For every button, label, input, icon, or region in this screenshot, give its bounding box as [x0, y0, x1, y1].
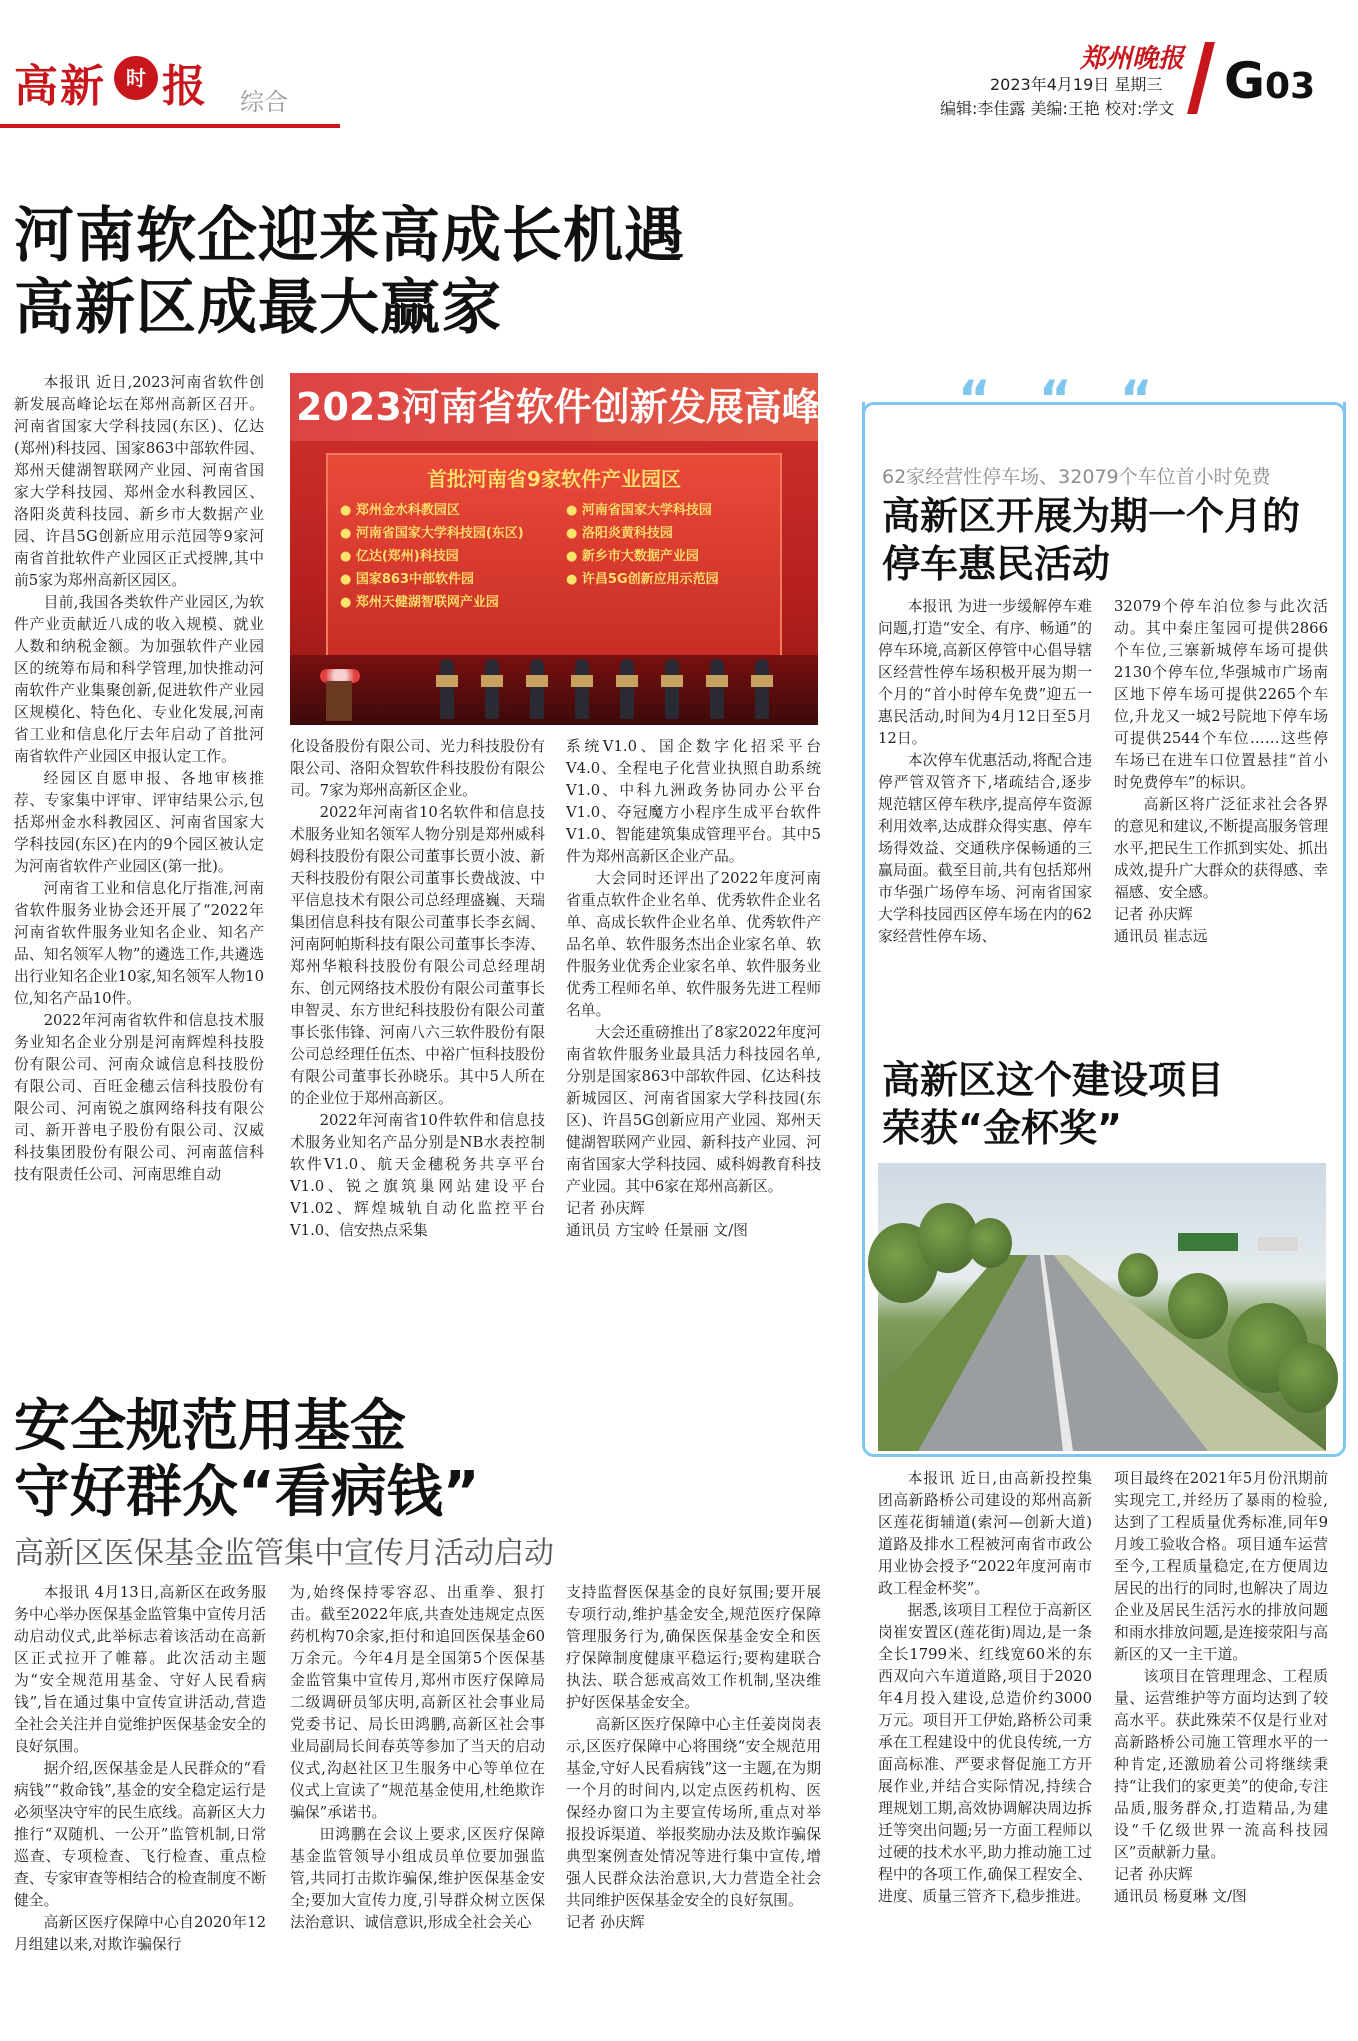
stage-floor — [290, 655, 818, 725]
brand-text-b: 报 — [162, 61, 206, 112]
masthead-rule — [0, 124, 340, 128]
paragraph: 2022年河南省10名软件和信息技术服务业知名领军人物分别是郑州威科姆科技股份有限公司董事长贾小波、新天科技股份有限公司董事长费战波、中平信息技术有限公司总经理盛巍、天瑞集团信息科技有限公司董事长李玄阔、河南阿帕斯科技有限公司董事长李涛、郑州华粮科技股份有限公司总经理胡东、创元网络技术股份有限公司董事长申智灵、东方世纪科技股份有限公司董事长张伟锋、河南八六三软件股份有限公司总经理任伍杰、中裕广恒科技股份有限公司董事长孙晓乐。其中5人所在的企业位于郑州高新区。 — [290, 804, 545, 1107]
park-item: ● 河南省国家大学科技园(东区) — [340, 526, 524, 541]
paragraph: 本报讯 近日,由高新投控集团高新路桥公司建设的郑州高新区莲花街辅道(索河—创新大道)道路及排水工程被河南省市政公用业协会授予“2022年度河南市政工程金杯奖”。 — [878, 1470, 1092, 1597]
correspondent-byline: 通讯员 杨夏琳 文/图 — [1114, 1888, 1247, 1905]
issue-date: 2023年4月19日 星期三 — [990, 75, 1163, 94]
award-recipient — [710, 659, 724, 719]
article1-headline-line2: 高新区成最大赢家 — [14, 273, 502, 343]
paragraph: 本报讯 为进一步缓解停车难问题,打造“安全、有序、畅通”的停车环境,高新区停管中心倡导辖区经营性停车场积极开展为期一个月的“首小时停车免费”迎五一惠民活动,时间为4月12日至5月12日。 — [878, 598, 1092, 747]
page-number — [1224, 52, 1315, 110]
award-recipient — [440, 659, 454, 719]
paragraph: 高新区将广泛征求社会各界的意见和建议,不断提高服务管理水平,把民生工作抓到实处、抓出成效,提升广大群众的获得感、幸福感、安全感。 — [1114, 796, 1328, 901]
paragraph: 化设备股份有限公司、光力科技股份有限公司、洛阳众智软件科技股份有限公司。7家为郑州高新区企业。 — [290, 738, 545, 799]
award-plaque — [571, 675, 593, 687]
tree — [1278, 1343, 1338, 1413]
park-list — [340, 499, 772, 610]
article2-headline-line1: 安全规范用基金 — [14, 1394, 406, 1459]
paragraph: 本次停车优惠活动,将配合违停严管双管齐下,堵疏结合,逐步规范辖区停车秩序,提高停车资源利用效率,达成群众得实惠、停车场得效益、交通秩序保畅通的三赢局面。截至目前,共有包括郑州市华强广场停车场、河南省国家大学科技园西区停车场在内的62家经营性停车场、 — [878, 752, 1092, 945]
paragraph: 经园区自愿申报、各地审核推荐、专家集中评审、评审结果公示,包括郑州金水科教园区、河南省国家大学科技园(东区)在内的9个园区被认定为河南省软件产业园区(第一批)。 — [14, 770, 264, 875]
podium — [326, 681, 352, 721]
reporter-byline: 记者 孙庆辉 — [1114, 1866, 1193, 1883]
forum-banner: 2023河南省软件创新发展高峰论坛 — [290, 373, 818, 441]
article3-column-1 — [878, 596, 1092, 1016]
award-plaque — [661, 675, 683, 687]
page-digits: 03 — [1265, 66, 1316, 107]
park-item: ● 国家863中部软件园 — [340, 572, 475, 587]
article2-headline — [14, 1394, 714, 1526]
article4-headline-line2: 荣获“金杯奖” — [882, 1106, 1122, 1150]
article2-column-1 — [14, 1582, 266, 2022]
award-recipient — [665, 659, 679, 719]
tree — [968, 1218, 1012, 1268]
award-recipient — [485, 659, 499, 719]
article1-column-1 — [14, 372, 264, 1372]
reporter-byline: 记者 孙庆辉 — [1114, 906, 1193, 923]
article1-column-2 — [290, 736, 545, 1356]
screen-title: 首批河南省9家软件产业园区 — [427, 467, 681, 491]
award-plaque — [751, 675, 773, 687]
page-letter: G — [1224, 52, 1266, 110]
paragraph: 支持监督医保基金的良好氛围;要开展专项行动,维护基金安全,规范医疗保障管理服务行为,确保医保基金安全和医疗保障制度健康平稳运行;要构建联合执法、联合惩戒高效工作机制,坚决维护好医保基金安全。 — [566, 1584, 821, 1711]
paragraph: 系统V1.0、国企数字化招采平台V4.0、全程电子化营业执照自助系统V1.0、中科九洲政务协同办公平台V1.0、夺冠魔方小程序生成平台软件V1.0、智能建筑集成管理平台。其中5件为郑州高新区企业产品。 — [566, 738, 821, 865]
article2-subhead: 高新区医保基金监管集中宣传月活动启动 — [14, 1536, 554, 1571]
award-recipient — [530, 659, 544, 719]
article4-headline — [882, 1056, 1332, 1152]
award-plaque — [526, 675, 548, 687]
paragraph: 据介绍,医保基金是人民群众的“看病钱”“救命钱”,基金的安全稳定运行是必须坚决守牢的民生底线。高新区大力推行“双随机、一公开”监管机制,日常巡查、专项检查、飞行检查、重点检查、专家审查等相结合的检查制度不断健全。 — [14, 1760, 266, 1909]
article3-headline — [882, 492, 1332, 588]
correspondent-byline: 通讯员 崔志远 — [1114, 928, 1208, 945]
paragraph: 目前,我国各类软件产业园区,为软件产业贡献近八成的收入规模、就业人数和纳税金额。为加强软件产业园区的统筹布局和科学管理,加快推动河南软件产业集聚创新,促进软件产业园区规模化、特色化、专业化发展,河南省工业和信息化厅去年启动了首批河南省软件产业园区申报认定工作。 — [14, 594, 264, 765]
page-slash — [1187, 42, 1215, 114]
editor-credits: 编辑:李佳露 美编:王艳 校对:学文 — [940, 99, 1175, 118]
park-item: ● 郑州天健湖智联网产业园 — [340, 595, 499, 610]
park-item: ● 亿达(郑州)科技园 — [340, 549, 459, 564]
award-plaque — [436, 675, 458, 687]
paragraph: 高新区医疗保障中心自2020年12月组建以来,对欺诈骗保行 — [14, 1914, 266, 1953]
forum-photo — [290, 373, 896, 725]
paragraph: 高新区医疗保障中心主任姜岗岗表示,区医疗保障中心将围绕“安全规范用基金,守好人民看病钱”这一主题,在为期一个月的时间内,以定点医药机构、医保经办窗口为主要宣传场所,重点对举报投诉渠道、举报奖励办法及欺诈骗保典型案例查处情况等进行集中宣传,增强人民群众法治意识,大力营造全社会共同维护医保基金安全的良好氛围。 — [566, 1716, 821, 1909]
paragraph: 2022年河南省10件软件和信息技术服务业知名产品分别是NB水表控制软件V1.0、航天金穗税务共享平台V1.0、锐之旗筑巢网站建设平台V1.02、辉煌城轨自动化监控平台V1.0、信安热点采集 — [290, 1112, 545, 1239]
award-plaque — [706, 675, 728, 687]
correspondent-byline: 通讯员 方宝岭 任景丽 文/图 — [566, 1222, 748, 1239]
stage-screen — [326, 453, 782, 673]
park-item: ● 洛阳炎黄科技园 — [566, 526, 673, 541]
award-plaque — [616, 675, 638, 687]
paragraph: 为,始终保持零容忍、出重拳、狠打击。截至2022年底,共查处违规定点医药机构70余家,拒付和追回医保基金60万余元。今年4月是全国第5个医保基金监管集中宣传月,郑州市医疗保障局二级调研员邹庆明,高新区社会事业局党委书记、局长田鸿鹏,高新区社会事业局副局长间春英等参加了当天的启动仪式,沟赵社区卫生服务中心等单位在仪式上宣读了“规范基金使用,杜绝欺诈骗保”承诺书。 — [290, 1584, 545, 1821]
article3-headline-line1: 高新区开展为期一个月的 — [882, 494, 1301, 538]
article2-column-3 — [566, 1582, 821, 2022]
section-name: 综合 — [240, 88, 288, 116]
award-plaque — [481, 675, 503, 687]
paragraph: 32079个停车泊位参与此次活动。其中秦庄玺园可提供2866个车位,三寨新城停车场可提供2130个停车位,华强城市广场南区地下停车场可提供2265个车位,升龙又一城2号院地下停车场可提供2544个车位……这些停车场已在进车口位置悬挂“首小时免费停车”的标识。 — [1114, 598, 1328, 791]
brand-circle: 时 — [114, 56, 158, 100]
award-recipient — [575, 659, 589, 719]
quote-marks-decoration: “““ — [958, 370, 1201, 428]
tree — [1168, 1273, 1228, 1339]
paper-name: 郑州晚报 — [1080, 44, 1185, 74]
article3-headline-line2: 停车惠民活动 — [882, 542, 1111, 586]
award-recipient — [620, 659, 634, 719]
park-item: ● 河南省国家大学科技园 — [566, 503, 712, 518]
park-item: ● 许昌5G创新应用示范园 — [566, 572, 719, 587]
reporter-byline: 记者 孙庆辉 — [566, 1914, 645, 1931]
award-recipient — [755, 659, 769, 719]
article1-headline-line1: 河南软企迎来高成长机遇 — [14, 201, 685, 271]
article4-headline-line1: 高新区这个建设项目 — [882, 1058, 1225, 1102]
paragraph: 2022年河南省软件和信息技术服务业知名企业分别是河南辉煌科技股份有限公司、河南众诚信息科技股份有限公司、百旺金穗云信科技股份有限公司、河南锐之旗网络科技有限公司、新开普电子股份有限公司、汉威科技集团股份有限公司、河南蓝信科技有限责任公司、河南思维自动 — [14, 1012, 264, 1183]
park-item: ● 郑州金水科教园区 — [340, 503, 460, 518]
article3-kicker: 62家经营性停车场、32079个车位首小时免费 — [882, 466, 1271, 488]
paragraph: 据悉,该项目工程位于高新区岗崔安置区(莲花街)周边,是一条全长1799米、红线宽60米的东西双向六车道道路,项目于2020年4月投入建设,总造价约3000万元。项目开工伊始,路桥公司秉承在工程建设中的优良传统,一方面高标准、严要求督促施工方开展作业,并结合实际情况,持续合理规划工期,高效协调解决周边拆迁等突出问题;另一方面工程师以过硬的技术水平,助力推动施工过程中的各项工作,确保工程安全、进度、质量三管齐下,稳步推进。 — [878, 1602, 1092, 1905]
paragraph: 河南省工业和信息化厅指准,河南省软件服务业协会还开展了“2022年河南省软件服务业知名企业、知名产品、知名领军人物”的遴选工作,共遴选出行业知名企业10家,知名领军人物10位,知名产品10件。 — [14, 880, 264, 1007]
paragraph: 本报讯 4月13日,高新区在政务服务中心举办医保基金监管集中宣传月活动启动仪式,此举标志着该活动在高新区正式拉开了帷幕。此次活动主题为“安全规范用基金、守好人民看病钱”,旨在通过集中宣传宣讲活动,营造全社会关注并自觉维护医保基金安全的良好氛围。 — [14, 1584, 266, 1755]
tree — [1118, 1253, 1158, 1297]
paragraph: 该项目在管理理念、工程质量、运营维护等方面均达到了较高水平。获此殊荣不仅是行业对高新路桥公司施工管理水平的一种肯定,还激励着公司将继续秉持“让我们的家更美”的使命,专注品质,服务群众,打造精品,为建设“千亿级世界一流高科技园区”贡献新力量。 — [1114, 1668, 1328, 1861]
article4-column-2 — [1114, 1468, 1328, 2028]
paragraph: 大会同时还评出了2022年度河南省重点软件企业名单、优秀软件企业名单、高成长软件企业名单、优秀软件产品名单、软件服务杰出企业家名单、软件服务业优秀企业家名单、软件服务业优秀工程师名单、软件服务先进工程师名单。 — [566, 870, 821, 1019]
paragraph: 田鸿鹏在会议上要求,区医疗保障基金监管领导小组成员单位要加强监管,共同打击欺诈骗保,维护医保基金安全;要加大宣传力度,引导群众树立医保法治意识、诚信意识,形成全社会关心 — [290, 1826, 545, 1931]
article1-headline — [14, 200, 914, 344]
road-photo — [878, 1163, 1326, 1451]
paragraph: 项目最终在2021年5月份汛期前实现完工,并经历了暴雨的检验,达到了工程质量优秀标准,同年9月竣工验收合格。项目通车运营至今,工程质量稳定,在方便周边居民的出行的同时,也解决了周边企业及居民生活污水的排放问题和雨水排放问题,是连接荥阳与高新区的又一主干道。 — [1114, 1470, 1328, 1663]
article2-column-2 — [290, 1582, 545, 2022]
article2-headline-line2: 守好群众“看病钱” — [14, 1460, 480, 1525]
park-item: ● 新乡市大数据产业园 — [566, 549, 699, 564]
paragraph: 大会还重磅推出了8家2022年度河南省软件服务业最具活力科技园名单,分别是国家863中部软件园、亿达科技新城园区、河南省国家大学科技园(东区)、许昌5G创新应用产业园、郑州天健湖智联网产业园、新科技产业园、河南省国家大学科技园、威科姆教育科技产业园。其中6家在郑州高新区。 — [566, 1024, 821, 1195]
brand-text-a: 高新 — [14, 61, 106, 112]
article3-column-2 — [1114, 596, 1328, 1016]
reporter-byline: 记者 孙庆辉 — [566, 1200, 645, 1217]
article4-column-1 — [878, 1468, 1092, 2028]
article1-column-3 — [566, 736, 821, 1356]
paragraph: 本报讯 近日,2023河南省软件创新发展高峰论坛在郑州高新区召开。河南省国家大学科技园(东区)、亿达(郑州)科技园、国家863中部软件园、郑州天健湖智联网产业园、河南省国家大学科技园、郑州金水科教园区、洛阳炎黄科技园、新乡市大数据产业园、许昌5G创新应用示范园等9家河南省首批软件产业园区正式授牌,其中前5家为郑州高新区园区。 — [14, 374, 264, 589]
